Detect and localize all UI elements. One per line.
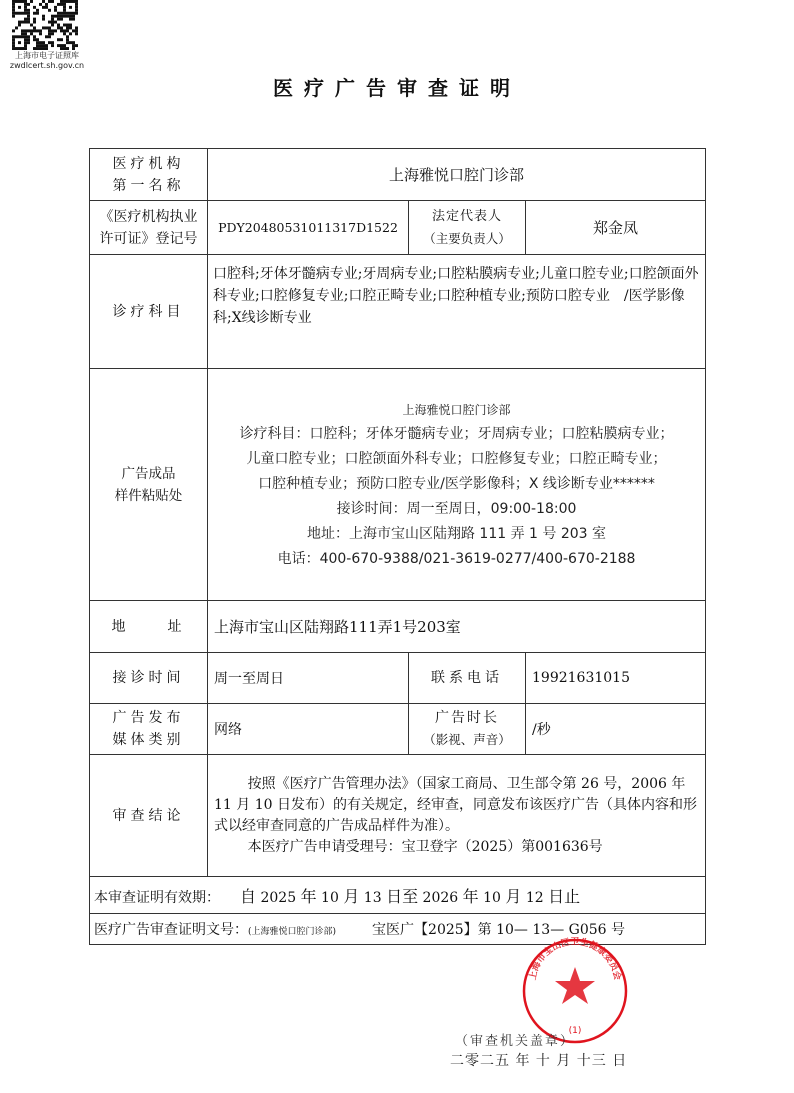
qr-module — [45, 3, 48, 6]
qr-module — [33, 12, 36, 15]
qr-module — [12, 47, 15, 50]
qr-module — [48, 21, 51, 24]
qr-module — [24, 47, 27, 50]
media-row — [90, 704, 706, 755]
qr-module — [42, 18, 45, 21]
qr-module — [45, 26, 48, 29]
qr-module — [21, 32, 24, 35]
validity-label: 本审查证明有效期： — [94, 889, 220, 906]
qr-module — [36, 29, 39, 32]
qr-module — [63, 32, 66, 35]
qr-module — [63, 24, 66, 27]
qr-module — [75, 6, 78, 9]
qr-module — [48, 41, 51, 44]
qr-module — [45, 44, 48, 47]
qr-module — [12, 0, 15, 3]
qr-module — [54, 9, 57, 12]
ad-sample-phone: 电话：400-670-9388/021-3619-0277/400-670-2188 — [277, 551, 636, 567]
qr-module — [63, 12, 66, 15]
qr-module — [39, 47, 42, 50]
qr-module — [33, 35, 36, 38]
address-label-right: 址 — [167, 618, 186, 635]
qr-module — [36, 38, 39, 41]
qr-module — [63, 44, 66, 47]
validity-from-month: 10 — [321, 889, 339, 906]
validity-month-char: 月 — [343, 886, 360, 906]
qr-module — [57, 15, 60, 18]
legal-rep-name: 郑金凤 — [526, 201, 706, 255]
sample-label — [90, 369, 208, 601]
qr-module — [18, 47, 21, 50]
qr-module — [63, 47, 66, 50]
duration-label-line2: （影视、声音） — [423, 732, 511, 747]
qr-module — [24, 44, 27, 47]
qr-module — [66, 35, 69, 38]
qr-module — [15, 35, 18, 38]
qr-module — [57, 26, 60, 29]
qr-module — [75, 32, 78, 35]
qr-module — [51, 15, 54, 18]
qr-module — [15, 26, 18, 29]
qr-module — [18, 0, 21, 3]
qr-module — [15, 0, 18, 3]
validity-from-day: 13 — [363, 889, 382, 906]
qr-module — [45, 6, 48, 9]
qr-module — [24, 9, 27, 12]
qr-module — [36, 44, 39, 47]
validity-month-char-2: 月 — [505, 886, 522, 906]
qr-module — [54, 6, 57, 9]
qr-module — [33, 38, 36, 41]
qr-module — [27, 35, 30, 38]
institution-name: 上海雅悦口腔门诊部 — [208, 149, 706, 201]
qr-module — [39, 3, 42, 6]
qr-module — [57, 3, 60, 6]
qr-module — [63, 0, 66, 3]
qr-module — [48, 26, 51, 29]
qr-module — [24, 21, 27, 24]
address-value: 上海市宝山区陆翔路111弄1号203室 — [208, 601, 706, 653]
qr-module — [60, 3, 63, 6]
license-row — [90, 201, 706, 255]
qr-module — [42, 0, 45, 3]
qr-module — [36, 12, 39, 15]
qr-module — [63, 9, 66, 12]
qr-module — [57, 12, 60, 15]
qr-module — [42, 26, 45, 29]
validity-from-year: 2025 — [260, 889, 297, 906]
qr-module — [57, 38, 60, 41]
qr-module — [21, 21, 24, 24]
qr-module — [21, 29, 24, 32]
address-label — [90, 601, 208, 653]
qr-module — [18, 6, 21, 9]
qr-module — [72, 18, 75, 21]
phone-label: 联系电话 — [409, 653, 526, 704]
qr-module — [54, 21, 57, 24]
qr-module — [72, 41, 75, 44]
issue-date: 二零二五 年 十 月 十三 日 — [450, 1053, 628, 1069]
qr-module — [60, 15, 63, 18]
qr-module — [15, 47, 18, 50]
qr-module — [51, 18, 54, 21]
validity-year-char: 年 — [300, 886, 317, 906]
qr-module — [12, 35, 15, 38]
hours-label: 接诊时间 — [90, 653, 208, 704]
qr-caption-line2: zwdlcert.sh.gov.cn — [9, 61, 85, 70]
certificate-table — [89, 148, 706, 945]
conclusion-row — [90, 755, 706, 877]
qr-module — [39, 41, 42, 44]
qr-module — [24, 12, 27, 15]
qr-module — [24, 6, 27, 9]
qr-module — [48, 9, 51, 12]
qr-module — [75, 9, 78, 12]
qr-module — [12, 6, 15, 9]
qr-module — [66, 15, 69, 18]
qr-module — [15, 12, 18, 15]
qr-module — [69, 18, 72, 21]
ad-sample-scope-line2: 儿童口腔专业；口腔颌面外科专业；口腔修复专业；口腔正畸专业； — [246, 451, 667, 467]
license-number: PDY20480531011317D1522 — [208, 201, 409, 255]
conclusion-text — [208, 755, 706, 877]
qr-module — [72, 15, 75, 18]
qr-module — [63, 29, 66, 32]
legal-rep-label-line2: （主要负责人） — [423, 230, 511, 246]
qr-module — [66, 41, 69, 44]
qr-module — [30, 29, 33, 32]
validity-from-prefix: 自 — [240, 886, 257, 906]
qr-module — [48, 32, 51, 35]
ad-sample-scope-line1: 诊疗科目：口腔科；牙体牙髓病专业；牙周病专业；口腔粘膜病专业； — [239, 426, 674, 442]
media-label-line2: 媒体类别 — [112, 732, 185, 748]
qr-module — [66, 29, 69, 32]
scope-value: 口腔科;牙体牙髓病专业;牙周病专业;口腔粘膜病专业;儿童口腔专业;口腔颌面外科专业;口腔修复专业;口腔正畸专业;口腔种植专业;预防口腔专业 /医学影像科;X线诊断专业 — [208, 255, 706, 369]
qr-module — [45, 35, 48, 38]
qr-module — [12, 3, 15, 6]
qr-module — [63, 3, 66, 6]
qr-module — [18, 35, 21, 38]
qr-module — [12, 15, 15, 18]
qr-module — [75, 44, 78, 47]
qr-module — [33, 18, 36, 21]
qr-module — [30, 32, 33, 35]
legal-rep-label-line1: 法定代表人 — [431, 208, 502, 224]
qr-module — [24, 29, 27, 32]
qr-module — [39, 44, 42, 47]
qr-module — [54, 29, 57, 32]
validity-to-month: 10 — [483, 889, 501, 906]
qr-module — [27, 9, 30, 12]
qr-module — [42, 6, 45, 9]
legal-rep-label — [409, 201, 526, 255]
qr-caption — [4, 51, 90, 71]
qr-module — [69, 0, 72, 3]
qr-module — [72, 44, 75, 47]
license-label-line1: 《医疗机构执业 — [99, 208, 198, 225]
qr-module — [30, 0, 33, 3]
validity-to-mid: 日至 — [386, 886, 419, 906]
qr-module — [69, 41, 72, 44]
qr-module — [51, 44, 54, 47]
duration-label — [409, 704, 526, 755]
address-row — [90, 601, 706, 653]
qr-module — [57, 24, 60, 27]
qr-module — [66, 12, 69, 15]
qr-module — [27, 41, 30, 44]
qr-module — [33, 21, 36, 24]
qr-module — [63, 6, 66, 9]
qr-module — [48, 35, 51, 38]
qr-module — [51, 0, 54, 3]
qr-module — [27, 15, 30, 18]
qr-module — [72, 47, 75, 50]
doc-number-institution: (上海雅悦口腔门诊部) — [248, 927, 337, 937]
qr-module — [27, 38, 30, 41]
qr-module — [42, 47, 45, 50]
seal-outer-text: 上海市宝山区卫生健康委员会 — [528, 937, 622, 982]
qr-module — [63, 15, 66, 18]
conclusion-label: 审查结论 — [90, 755, 208, 877]
qr-module — [30, 24, 33, 27]
doc-number-value: 宝医广【2025】第 10— 13— G056 号 — [372, 922, 625, 938]
hours-row — [90, 653, 706, 704]
scope-row — [90, 255, 706, 369]
qr-module — [60, 29, 63, 32]
qr-module — [51, 32, 54, 35]
qr-module — [12, 41, 15, 44]
qr-module — [33, 6, 36, 9]
qr-module — [60, 47, 63, 50]
qr-module — [69, 32, 72, 35]
ad-sample-hours: 接诊时间：周一至周日，09:00-18:00 — [336, 501, 577, 517]
duration-label-line1: 广告时长 — [435, 710, 499, 726]
official-seal-icon — [521, 937, 629, 1045]
validity-period — [90, 877, 706, 914]
license-label — [90, 201, 208, 255]
qr-module — [57, 18, 60, 21]
qr-module — [75, 12, 78, 15]
ad-sample-title: 上海雅悦口腔门诊部 — [402, 403, 511, 417]
qr-module — [24, 35, 27, 38]
validity-to-year: 2026 — [422, 889, 459, 906]
qr-module — [51, 41, 54, 44]
qr-code — [12, 0, 78, 50]
media-label — [90, 704, 208, 755]
qr-module — [24, 0, 27, 3]
qr-module — [42, 15, 45, 18]
ad-sample — [208, 369, 706, 601]
qr-module — [72, 12, 75, 15]
qr-module — [51, 29, 54, 32]
conclusion-paragraph: 按照《医疗广告管理办法》（国家工商局、卫生部令第 26 号，2006 年 11 月 10 日发布）的有关规定，经审查，同意发布该医疗广告（具体内容和形式以经审查同意的广告成品样件为准）。 — [214, 775, 697, 834]
qr-module — [45, 47, 48, 50]
qr-module — [27, 18, 30, 21]
sample-label-line2: 样件粘贴处 — [114, 487, 183, 504]
qr-module — [51, 21, 54, 24]
qr-module — [36, 47, 39, 50]
qr-module — [12, 38, 15, 41]
qr-module — [33, 29, 36, 32]
ad-sample-scope-line3: 口腔种植专业；预防口腔专业/医学影像科；X 线诊断专业****** — [258, 476, 655, 492]
qr-module — [27, 29, 30, 32]
ad-sample-address: 地址：上海市宝山区陆翔路 111 弄 1 号 203 室 — [306, 526, 607, 542]
qr-module — [21, 0, 24, 3]
qr-module — [42, 41, 45, 44]
institution-label-line2: 第一名称 — [112, 177, 185, 194]
qr-module — [12, 9, 15, 12]
qr-module — [33, 47, 36, 50]
qr-module — [69, 15, 72, 18]
sample-row — [90, 369, 706, 601]
application-number: 本医疗广告申请受理号：宝卫登字（2025）第001636号 — [247, 838, 603, 855]
phone-value: 19921631015 — [526, 653, 706, 704]
qr-module — [18, 24, 21, 27]
qr-module — [69, 24, 72, 27]
qr-module — [24, 3, 27, 6]
qr-module — [48, 0, 51, 3]
qr-module — [12, 44, 15, 47]
qr-module — [24, 18, 27, 21]
qr-module — [60, 12, 63, 15]
qr-caption-line1: 上海市电子证照库 — [15, 51, 79, 60]
institution-label-line1: 医疗机构 — [112, 155, 185, 172]
validity-row — [90, 877, 706, 914]
page-title: 医疗广告审查证明 — [273, 76, 521, 100]
qr-module — [75, 3, 78, 6]
validity-year-char-2: 年 — [462, 886, 479, 906]
scope-label: 诊疗科目 — [90, 255, 208, 369]
qr-module — [24, 32, 27, 35]
qr-module — [66, 38, 69, 41]
qr-module — [75, 0, 78, 3]
qr-module — [75, 26, 78, 29]
qr-module — [69, 26, 72, 29]
doc-number-label: 医疗广告审查证明文号： — [94, 922, 248, 938]
qr-module — [60, 26, 63, 29]
qr-module — [60, 18, 63, 21]
qr-module — [66, 47, 69, 50]
qr-module — [27, 12, 30, 15]
qr-module — [33, 26, 36, 29]
qr-module — [72, 0, 75, 3]
qr-module — [12, 29, 15, 32]
qr-module — [39, 32, 42, 35]
qr-module — [36, 9, 39, 12]
qr-module — [60, 0, 63, 3]
duration-value: /秒 — [526, 704, 706, 755]
qr-module — [27, 21, 30, 24]
qr-module — [21, 35, 24, 38]
qr-module — [51, 24, 54, 27]
stamp-caption: （审查机关盖章） — [455, 1034, 576, 1049]
qr-module — [36, 41, 39, 44]
qr-module — [75, 29, 78, 32]
media-value: 网络 — [208, 704, 409, 755]
qr-module — [42, 44, 45, 47]
media-label-line1: 广告发布 — [112, 710, 185, 726]
qr-module — [57, 44, 60, 47]
qr-module — [69, 12, 72, 15]
institution-row — [90, 149, 706, 201]
qr-module — [18, 12, 21, 15]
qr-module — [48, 29, 51, 32]
qr-module — [39, 29, 42, 32]
qr-module — [21, 12, 24, 15]
qr-module — [60, 38, 63, 41]
seal-number: (1) — [568, 1026, 582, 1036]
sample-label-line1: 广告成品 — [121, 465, 176, 482]
qr-module — [60, 44, 63, 47]
qr-module — [66, 26, 69, 29]
qr-module — [18, 21, 21, 24]
validity-to-day: 12 — [525, 889, 544, 906]
qr-module — [12, 12, 15, 15]
qr-module — [69, 6, 72, 9]
hours-value: 周一至周日 — [208, 653, 409, 704]
validity-suffix: 日止 — [548, 886, 581, 906]
qr-module — [24, 38, 27, 41]
qr-module — [21, 47, 24, 50]
qr-module — [18, 41, 21, 44]
qr-module — [66, 24, 69, 27]
qr-module — [54, 15, 57, 18]
qr-module — [24, 41, 27, 44]
qr-module — [27, 3, 30, 6]
institution-label — [90, 149, 208, 201]
license-label-line2: 许可证》登记号 — [99, 230, 198, 247]
qr-module — [66, 0, 69, 3]
qr-module — [72, 29, 75, 32]
address-label-left: 地 — [111, 618, 130, 635]
